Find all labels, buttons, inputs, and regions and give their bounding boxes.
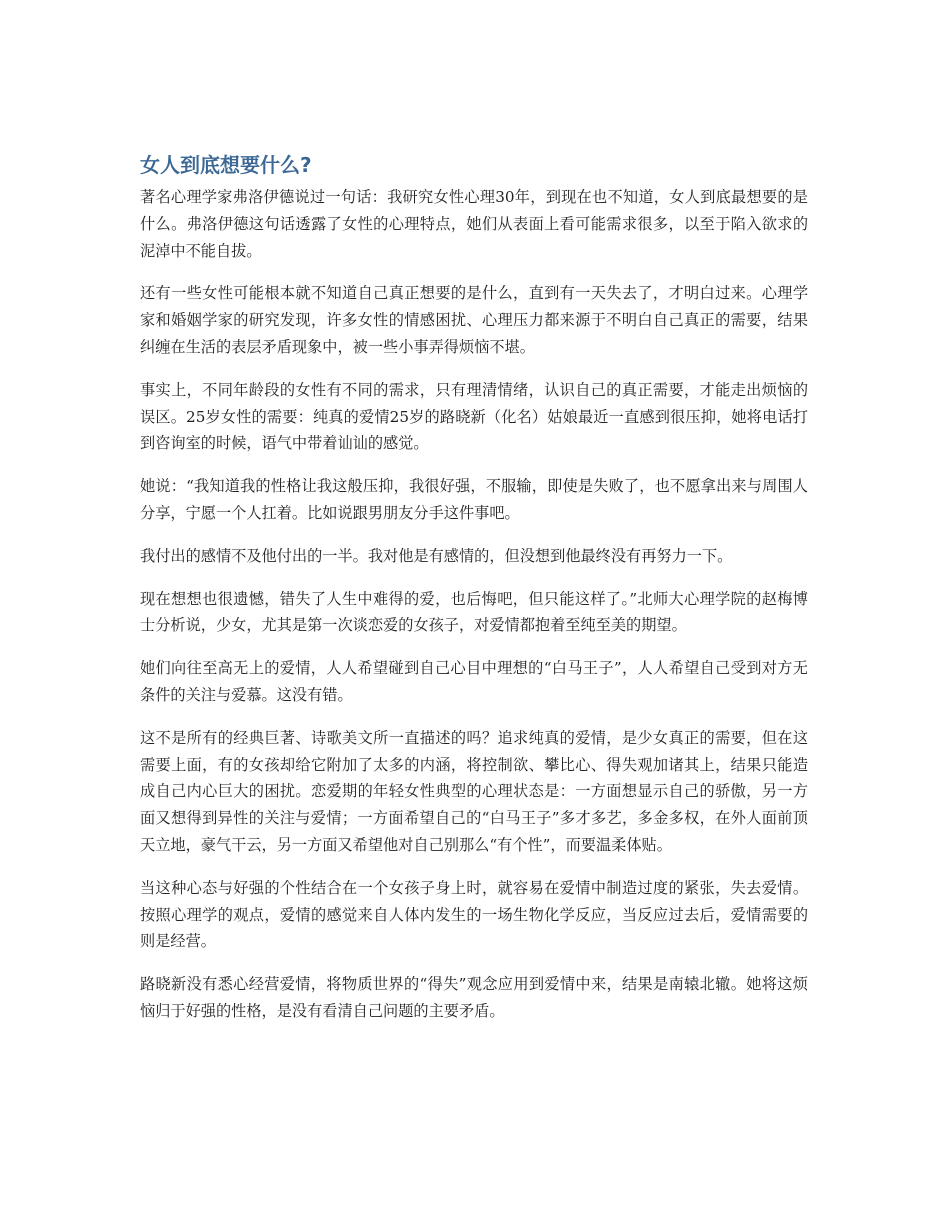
paragraph-3: 事实上，不同年龄段的女性有不同的需求，只有理清情绪，认识自己的真正需要，才能走出烦恼的误区。25岁女性的需要：纯真的爱情25岁的路晓新（化名）姑娘最近一直感到很压抑，她将电话打到咨询室的时候，语气中带着讪讪的感觉。 — [140, 380, 808, 453]
paragraph-5: 我付出的感情不及他付出的一半。我对他是有感情的，但没想到他最终没有再努力一下。 — [140, 546, 733, 565]
paragraph-1: 著名心理学家弗洛伊德说过一句话：我研究女性心理30年，到现在也不知道，女人到底最想要的是什么。弗洛伊德这句话透露了女性的心理特点，她们从表面上看可能需求很多，以至于陷入欲求的泥淖中不能自拔。 — [140, 188, 808, 260]
article-title: 女人到底想要什么? — [140, 153, 312, 177]
paragraph-10: 路晓新没有悉心经营爱情，将物质世界的“得失”观念应用到爱情中来，结果是南辕北辙。她将这烦恼归于好强的性格，是没有看清自己问题的主要矛盾。 — [140, 975, 808, 1020]
document-page — [140, 150, 808, 1041]
paragraph-8: 这不是所有的经典巨著、诗歌美文所一直描述的吗？追求纯真的爱情，是少女真正的需要，但在这需要上面，有的女孩却给它附加了太多的内涵，将控制欲、攀比心、得失观加诸其上，结果只能造成自己内心巨大的困扰。恋爱期的年轻女性典型的心理状态是：一方面想显示自己的骄傲，另一方面又想得到异性的关注与爱情；一方面希望自己的“白马王子”多才多艺，多金多权，在外人面前顶天立地，豪气干云，另一方面又希望他对自己别那么“有个性”，而要温柔体贴。 — [140, 728, 808, 854]
paragraph-2: 还有一些女性可能根本就不知道自己真正想要的是什么，直到有一天失去了，才明白过来。心理学家和婚姻学家的研究发现，许多女性的情感困扰、心理压力都来源于不明白自己真正的需要，结果纠缠在生活的表层矛盾现象中，被一些小事弄得烦恼不堪。 — [140, 284, 808, 356]
paragraph-6: 现在想想也很遗憾，错失了人生中难得的爱，也后悔吧，但只能这样了。”北师大心理学院的赵梅博士分析说，少女，尤其是第一次谈恋爱的女孩子，对爱情都抱着至纯至美的期望。 — [140, 589, 808, 635]
paragraph-4: 她说：“我知道我的性格让我这般压抑，我很好强，不服输，即使是失败了，也不愿拿出来与周围人分享，宁愿一个人扛着。比如说跟男朋友分手这件事吧。 — [140, 477, 808, 522]
paragraph-9: 当这种心态与好强的个性结合在一个女孩子身上时，就容易在爱情中制造过度的紧张，失去爱情。按照心理学的观点，爱情的感觉来自人体内发生的一场生物化学反应，当反应过去后，爱情需要的则是经营。 — [140, 878, 808, 951]
paragraph-7: 她们向往至高无上的爱情，人人希望碰到自己心目中理想的“白马王子”，人人希望自己受到对方无条件的关注与爱慕。这没有错。 — [140, 659, 808, 704]
